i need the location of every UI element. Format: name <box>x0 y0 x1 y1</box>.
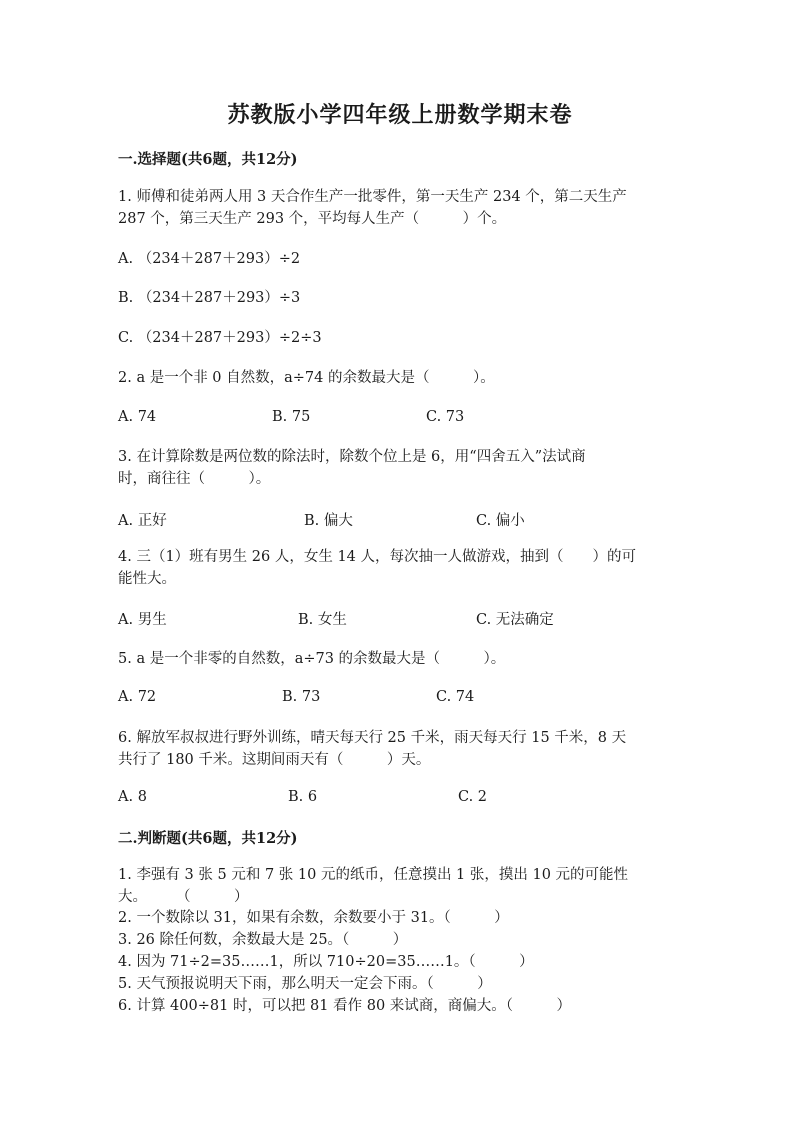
judgment-3: 3. 26 除任何数，余数最大是 25。（ ） <box>118 932 408 948</box>
question-2-option-a: A. 74 <box>118 409 157 425</box>
question-4-option-a: A. 男生 <box>118 612 167 628</box>
judgment-2: 2. 一个数除以 31，如果有余数，余数要小于 31。（ ） <box>118 910 509 926</box>
judgment-1-line-1: 1. 李强有 3 张 5 元和 7 张 10 元的纸币，任意摸出 1 张，摸出 10 元的可能性 <box>118 867 629 883</box>
judgment-5: 5. 天气预报说明天下雨，那么明天一定会下雨。（ ） <box>118 976 492 992</box>
question-4-line-1: 4. 三（1）班有男生 26 人，女生 14 人，每次抽一人做游戏，抽到（ ）的可 <box>118 549 637 565</box>
judgment-4: 4. 因为 71÷2=35……1，所以 710÷20=35……1。（ ） <box>118 954 534 970</box>
question-4-option-b: B. 女生 <box>298 612 347 628</box>
question-5-text: 5. a 是一个非零的自然数，a÷73 的余数最大是（ ）。 <box>118 651 506 667</box>
question-6-option-b: B. 6 <box>288 789 318 805</box>
judgment-6: 6. 计算 400÷81 时，可以把 81 看作 80 来试商，商偏大。（ ） <box>118 998 572 1014</box>
question-2-option-b: B. 75 <box>272 409 311 425</box>
question-4-line-2: 能性大。 <box>118 571 176 587</box>
question-6-line-2: 共行了 180 千米。这期间雨天有（ ）天。 <box>118 752 431 768</box>
question-4-option-c: C. 无法确定 <box>476 612 554 628</box>
question-3-line-1: 3. 在计算除数是两位数的除法时，除数个位上是 6，用“四舍五入”法试商 <box>118 449 586 465</box>
question-3-option-b: B. 偏大 <box>304 513 353 529</box>
question-1-option-b: B. （234＋287＋293）÷3 <box>118 290 301 306</box>
question-3-option-a: A. 正好 <box>118 513 167 529</box>
question-5-option-a: A. 72 <box>118 689 157 705</box>
section-header-judgment: 二.判断题(共6题，共12分) <box>118 830 298 847</box>
section-header-choice: 一.选择题(共6题，共12分) <box>118 151 298 168</box>
judgment-1-line-2: 大。 （ ） <box>118 889 249 905</box>
page-title: 苏教版小学四年级上册数学期末卷 <box>227 102 573 128</box>
question-3-line-2: 时，商往往（ ）。 <box>118 471 271 487</box>
question-5-option-b: B. 73 <box>282 689 321 705</box>
question-1-line-1: 1. 师傅和徒弟两人用 3 天合作生产一批零件，第一天生产 234 个，第二天生产 <box>118 189 627 205</box>
question-3-option-c: C. 偏小 <box>476 513 525 529</box>
question-1-option-a: A. （234＋287＋293）÷2 <box>118 251 301 267</box>
question-1-option-c: C. （234＋287＋293）÷2÷3 <box>118 330 322 346</box>
question-2-text: 2. a 是一个非 0 自然数，a÷74 的余数最大是（ ）。 <box>118 370 495 386</box>
question-1-line-2: 287 个，第三天生产 293 个，平均每人生产（ ）个。 <box>118 211 507 227</box>
question-5-option-c: C. 74 <box>436 689 475 705</box>
question-2-option-c: C. 73 <box>426 409 465 425</box>
question-6-option-c: C. 2 <box>458 789 488 805</box>
question-6-line-1: 6. 解放军叔叔进行野外训练，晴天每天行 25 千米，雨天每天行 15 千米，8 天 <box>118 730 627 746</box>
question-6-option-a: A. 8 <box>118 789 147 805</box>
